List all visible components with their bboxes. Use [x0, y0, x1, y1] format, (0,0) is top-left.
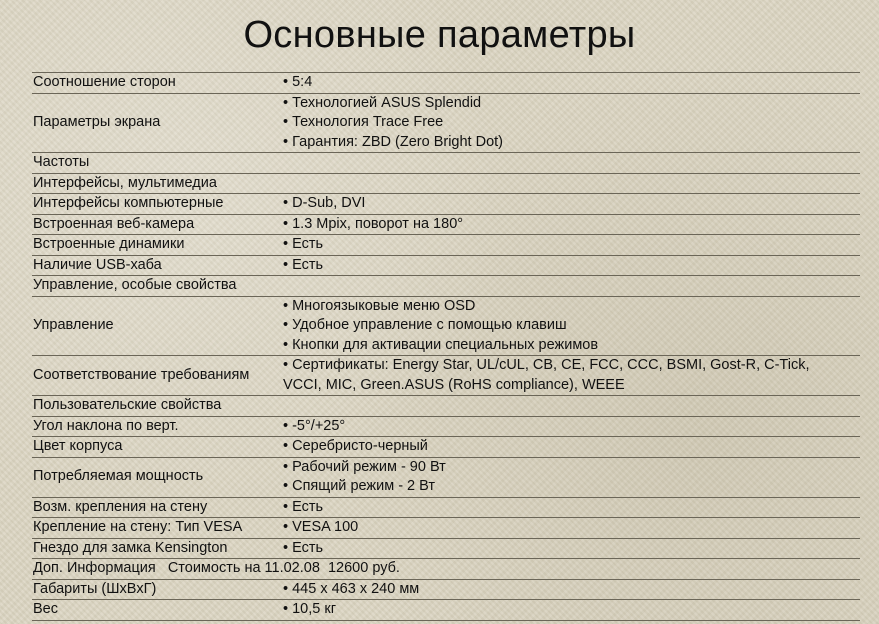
table-row — [32, 276, 860, 297]
table-row — [32, 235, 860, 256]
value-line: • Есть — [283, 236, 324, 252]
section-heading: Пользовательские свойства — [33, 397, 222, 413]
value-line: • D-Sub, DVI — [283, 195, 366, 211]
price-note: Доп. Информация Стоимость на 11.02.08 12600 руб. — [33, 560, 400, 576]
table-row — [32, 580, 860, 601]
value-line: • Гарантия: ZBD (Zero Bright Dot) — [283, 133, 503, 150]
table-row — [32, 396, 860, 417]
row-label: Крепление на стену: Тип VESA — [33, 519, 243, 535]
table-row — [32, 356, 860, 396]
page-title: Основные параметры — [243, 14, 636, 56]
table-row — [32, 539, 860, 560]
table-row — [32, 215, 860, 236]
table-row — [32, 256, 860, 277]
value-line: • -5°/+25° — [283, 417, 346, 434]
row-label: Вес — [33, 601, 58, 617]
table-row — [32, 458, 860, 498]
row-label: Габариты (ШxВxГ) — [33, 580, 157, 597]
table-row — [32, 73, 860, 94]
value-line: • Есть — [283, 539, 324, 556]
row-label: Параметры экрана — [33, 114, 161, 130]
value-line: • Есть — [283, 498, 324, 515]
table-row — [32, 498, 860, 519]
row-value — [283, 580, 860, 600]
table-row — [32, 417, 860, 438]
row-value — [283, 235, 860, 255]
section-heading: Интерфейсы, мультимедиа — [33, 174, 217, 191]
value-line: • Технологией ASUS Splendid — [283, 94, 482, 111]
row-value — [283, 458, 860, 497]
row-label: Наличие USB-хаба — [33, 256, 162, 273]
row-value — [283, 600, 860, 620]
row-value — [283, 518, 860, 538]
value-line: • Серебристо-черный — [283, 438, 428, 454]
row-value — [283, 356, 860, 395]
row-label: Встроенные динамики — [33, 236, 185, 252]
row-label: Интерфейсы компьютерные — [33, 195, 224, 211]
row-value — [283, 94, 860, 153]
spec-table — [32, 72, 860, 621]
value-line: • 5:4 — [283, 74, 313, 90]
row-value — [283, 256, 860, 276]
row-label: Цвет корпуса — [33, 438, 123, 454]
row-value — [283, 498, 860, 518]
row-value — [283, 539, 860, 559]
section-heading: Управление, особые свойства — [33, 277, 237, 293]
row-value — [283, 417, 860, 437]
row-value — [283, 297, 860, 356]
row-label: Соответствование требованиям — [33, 366, 250, 383]
value-line: • 10,5 кг — [283, 601, 336, 617]
table-row — [32, 297, 860, 357]
value-line: • Кнопки для активации специальных режимов — [283, 336, 599, 353]
value-line: • Есть — [283, 256, 324, 273]
table-row — [32, 194, 860, 215]
row-label: Управление — [33, 317, 114, 333]
row-label: Потребляемая мощность — [33, 468, 204, 485]
value-line: • Удобное управление с помощью клавиш — [283, 317, 567, 333]
table-row — [32, 174, 860, 195]
value-line: • Многоязыковые меню OSD — [283, 297, 476, 314]
row-label: Гнездо для замка Kensington — [33, 539, 228, 556]
table-row — [32, 518, 860, 539]
value-line: VCCI, MIC, Green.ASUS (RoHS compliance), WEEE — [283, 376, 625, 393]
value-line: • VESA 100 — [283, 519, 359, 535]
row-label: Встроенная веб-камера — [33, 215, 195, 232]
table-row — [32, 153, 860, 174]
value-line: • Технология Trace Free — [283, 114, 444, 130]
table-row — [32, 559, 860, 580]
table-row — [32, 94, 860, 154]
row-value — [283, 215, 860, 235]
value-line: • 1.3 Mpix, поворот на 180° — [283, 215, 464, 232]
section-heading: Частоты — [33, 154, 90, 170]
table-row — [32, 600, 860, 621]
value-line: • 445 x 463 x 240 мм — [283, 580, 420, 597]
row-value — [283, 437, 860, 457]
row-value — [283, 73, 860, 93]
value-line: • Рабочий режим - 90 Вт — [283, 458, 446, 475]
row-label: Возм. крепления на стену — [33, 498, 208, 515]
value-line: • Спящий режим - 2 Вт — [283, 478, 435, 494]
row-value — [283, 194, 860, 214]
row-label: Угол наклона по верт. — [33, 417, 179, 434]
row-label: Соотношение сторон — [33, 74, 176, 90]
value-line: • Сертификаты: Energy Star, UL/cUL, CB, CE, FCC, CCC, BSMI, Gost-R, C-Tick, — [283, 357, 810, 373]
table-row — [32, 437, 860, 458]
